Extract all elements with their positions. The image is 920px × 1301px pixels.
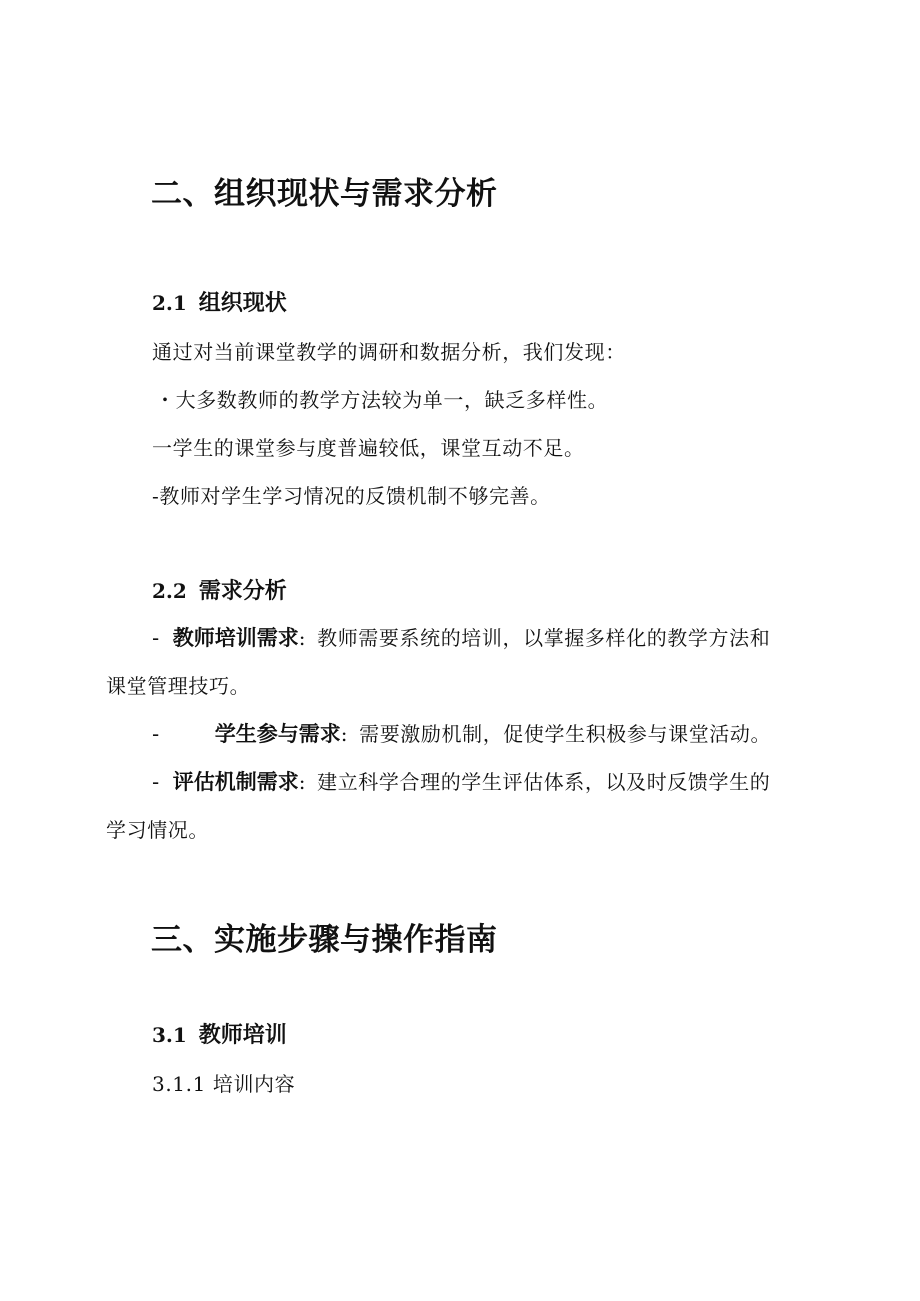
label-colon: : [340, 722, 349, 746]
subsection-3-1-title: 教师培训 [198, 1023, 287, 1048]
need-item-teacher-training [152, 622, 770, 652]
list-dash: - [152, 626, 160, 650]
need-text-teacher-training-line1: 教师需要系统的培训，以掌握多样化的教学方法和 [317, 626, 771, 650]
need-text-assessment-line1: 建立科学合理的学生评估体系，以及时反馈学生的 [317, 770, 771, 794]
subsection-3-1-heading [152, 1018, 287, 1049]
subsection-2-1-number: 2.1 [152, 291, 187, 315]
need-label-teacher-training: 教师培训需求 [172, 626, 299, 650]
need-label-assessment: 评估机制需求 [172, 770, 299, 794]
list-dash: - [152, 770, 160, 794]
finding-item-3: -教师对学生学习情况的反馈机制不够完善。 [152, 484, 551, 508]
subsection-2-2-heading [152, 574, 287, 605]
need-text-teacher-training-line2: 课堂管理技巧。 [106, 674, 251, 698]
subsection-2-1-heading [152, 286, 287, 317]
section-3-heading: 三、实施步骤与操作指南 [151, 922, 498, 958]
need-item-assessment [152, 766, 770, 796]
finding-item-1: ・大多数教师的教学方法较为单一，缺乏多样性。 [155, 388, 609, 412]
subsubsection-3-1-1-heading: 3.1.1 培训内容 [152, 1072, 296, 1096]
section-2-heading: 二、组织现状与需求分析 [151, 176, 498, 212]
subsection-2-2-number: 2.2 [152, 579, 187, 603]
need-text-assessment-line2: 学习情况。 [106, 818, 209, 842]
subsection-2-2-title: 需求分析 [198, 579, 287, 604]
label-colon: : [298, 770, 307, 794]
list-dash: - [152, 722, 160, 746]
subsection-2-1-title: 组织现状 [198, 291, 287, 316]
need-item-student-participation [152, 718, 771, 748]
subsection-3-1-number: 3.1 [152, 1023, 187, 1047]
need-text-student-participation: 需要激励机制，促使学生积极参与课堂活动。 [359, 722, 772, 746]
intro-paragraph: 通过对当前课堂教学的调研和数据分析，我们发现： [152, 340, 626, 364]
finding-item-2: 一学生的课堂参与度普遍较低，课堂互动不足。 [152, 436, 585, 460]
need-label-student-participation: 学生参与需求 [214, 722, 341, 746]
label-colon: : [298, 626, 307, 650]
